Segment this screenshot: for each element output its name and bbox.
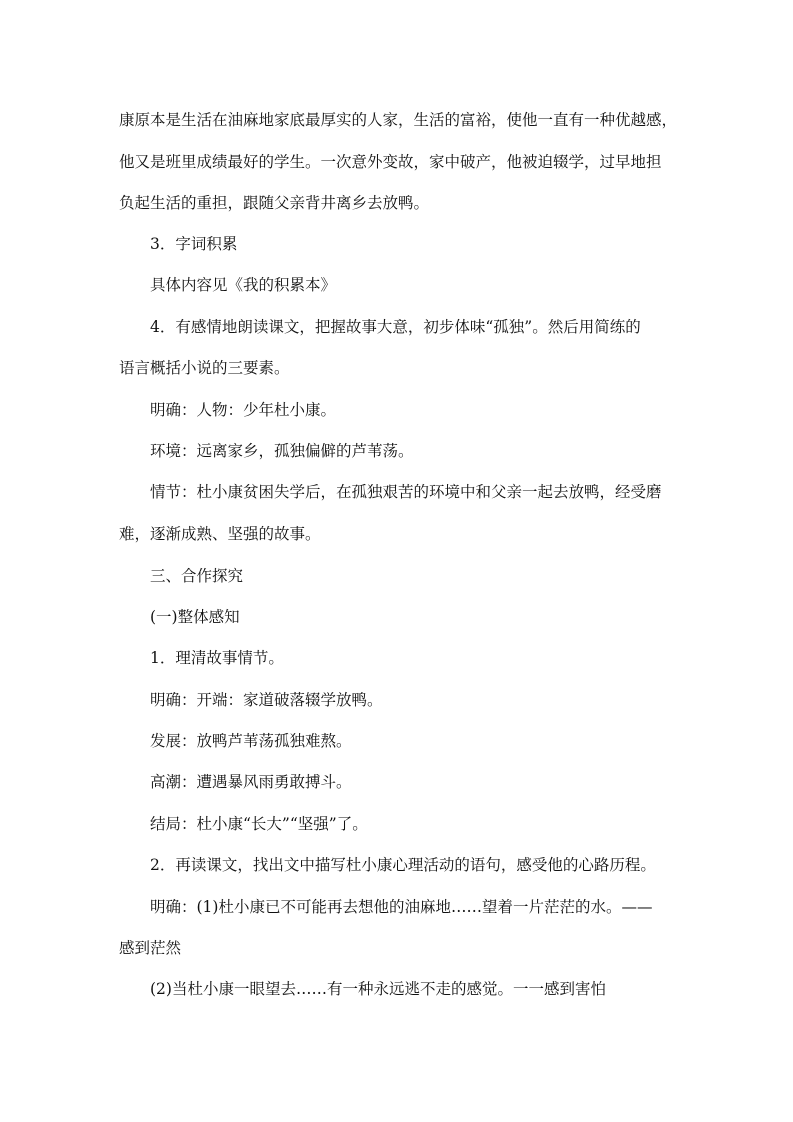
text-line: 明确：人物：少年杜小康。 (150, 401, 337, 419)
subsection-heading: (一)整体感知 (150, 608, 240, 626)
text-line: 语言概括小说的三要素。 (119, 359, 290, 377)
text-line: 难，逐渐成熟、坚强的故事。 (119, 525, 321, 543)
text-line: 他又是班里成绩最好的学生。一次意外变故，家中破产，他被迫辍学，过早地担 (119, 153, 662, 171)
text-line: (2)当杜小康一眼望去……有一种永远逃不走的感觉。一一感到害怕 (150, 980, 606, 998)
text-line: 感到茫然 (119, 939, 182, 957)
text-line: 具体内容见《我的积累本》 (150, 276, 337, 294)
text-line: 康原本是生活在油麻地家底最厚实的人家，生活的富裕，使他一直有一种优越感， (119, 111, 678, 129)
text-line: 明确：开端：家道破落辍学放鸭。 (150, 691, 383, 709)
text-line: 负起生活的重担，跟随父亲背井离乡去放鸭。 (119, 194, 430, 212)
text-line: 高潮：遭遇暴风雨勇敢搏斗。 (150, 773, 352, 791)
text-line: 1．理清故事情节。 (150, 649, 284, 667)
text-line: 结局：杜小康“长大”“坚强”了。 (150, 815, 368, 833)
text-line: 情节：杜小康贫困失学后，在孤独艰苦的环境中和父亲一起去放鸭，经受磨 (150, 483, 662, 501)
section-number-line: 3．字词积累 (150, 235, 238, 253)
text-line: 环境：远离家乡，孤独偏僻的芦苇荡。 (150, 442, 414, 460)
text-line: 2．再读课文，找出文中描写杜小康心理活动的语句，感受他的心路历程。 (150, 856, 656, 874)
text-line: 发展：放鸭芦苇荡孤独难熬。 (150, 732, 352, 750)
text-line: 明确：(1)杜小康已不可能再去想他的油麻地……望着一片茫茫的水。—— (150, 898, 653, 916)
text-line: 4．有感情地朗读课文，把握故事大意，初步体味“孤独”。然后用简练的 (150, 318, 641, 336)
section-heading: 三、合作探究 (150, 567, 244, 585)
